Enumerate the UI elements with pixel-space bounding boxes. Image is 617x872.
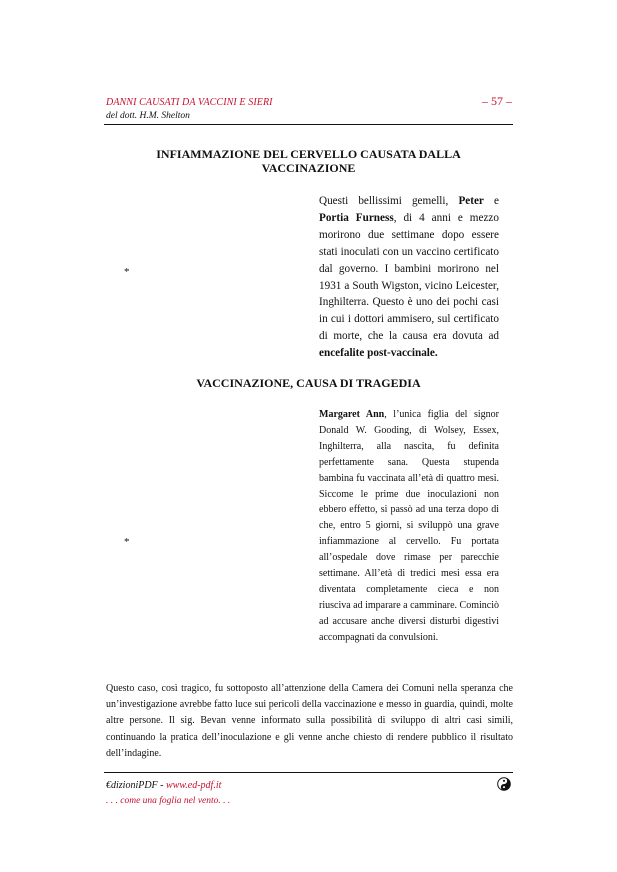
caption-name-peter: Peter [458, 195, 484, 207]
section-heading-inflammation [104, 147, 513, 175]
footer-motto: . . . come una foglia nel vento. . . [106, 796, 231, 806]
caption-name-portia: Portia Furness [319, 211, 394, 224]
caption-twins [319, 193, 499, 362]
section-heading-line: VACCINAZIONE [261, 161, 356, 175]
caption-text: Questi bellissimi gemelli, [319, 195, 449, 207]
header-divider [104, 124, 513, 125]
caption-text: , l’unica figlia del signor Donald W. Gooding, di Wolsey, Essex, Inghilterra, alla nascita, fu definita perfettamente sana. Questa stupenda bambina fu vaccinata all’età di quattro mesi. Siccome le prime due inoculazioni non ebbero effetto, si passò ad una terza dopo di che, entro 5 giorni, si sviluppò una grave infiammazione al cervello. Fu portata all’ospedale dove rimase per parecchie settimane. All’età di tredici mesi essa era diventata completamente cieca e non riusciva ad imparare a camminare. Cominciò ad accusare anche diversi disturbi digestivi accompagnati da convulsioni. [319, 409, 499, 643]
footer-separator: - [157, 780, 167, 791]
publisher-url-link[interactable]: www.ed-pdf.it [166, 780, 222, 791]
caption-diagnosis: encefalite post-vaccinale. [319, 347, 438, 360]
caption-text: , di 4 anni e mezzo morirono due settimane dopo essere stati inoculati con un vaccino certificato dal governo. I bambini morirono nel 1931 a South Wigston, vicino Leicester, Inghilterra. Questo è uno dei pochi casi in cui i dottori ammisero, sul certificato di morte, che la causa era dovuta ad [319, 211, 499, 343]
image-placeholder-twins: * [124, 266, 130, 278]
footer-brand [106, 780, 221, 791]
running-header-author: del dott. H.M. Shelton [106, 111, 190, 121]
publisher-name: €dizioniPDF [106, 780, 158, 791]
caption-text: e [494, 195, 499, 207]
caption-margaret [319, 407, 499, 646]
running-header-title: DANNI CAUSATI DA VACCINI E SIERI [106, 97, 273, 108]
yin-yang-icon [497, 777, 511, 791]
section-heading-line: INFIAMMAZIONE DEL CERVELLO CAUSATA DALLA [156, 147, 461, 161]
section-heading-tragedy: VACCINAZIONE, CAUSA DI TRAGEDIA [196, 376, 421, 390]
page-number: – 57 – [482, 94, 512, 108]
footer-divider [104, 772, 513, 773]
caption-name-margaret: Margaret Ann [319, 409, 385, 420]
image-placeholder-margaret: * [124, 536, 130, 548]
body-paragraph: Questo caso, così tragico, fu sottoposto all’attenzione della Camera dei Comuni nella speranza che un’investigazione avrebbe fatto luce sui pericoli della vaccinazione e messo in guardia, quindi, molte altre persone. Il sig. Bevan venne informato sulla possibilità di sviluppo di altri casi simili, continuando la pratica dell’inoculazione e gli venne anche chiesto di rendere pubblico il risultato dell’indagine. [106, 683, 513, 759]
